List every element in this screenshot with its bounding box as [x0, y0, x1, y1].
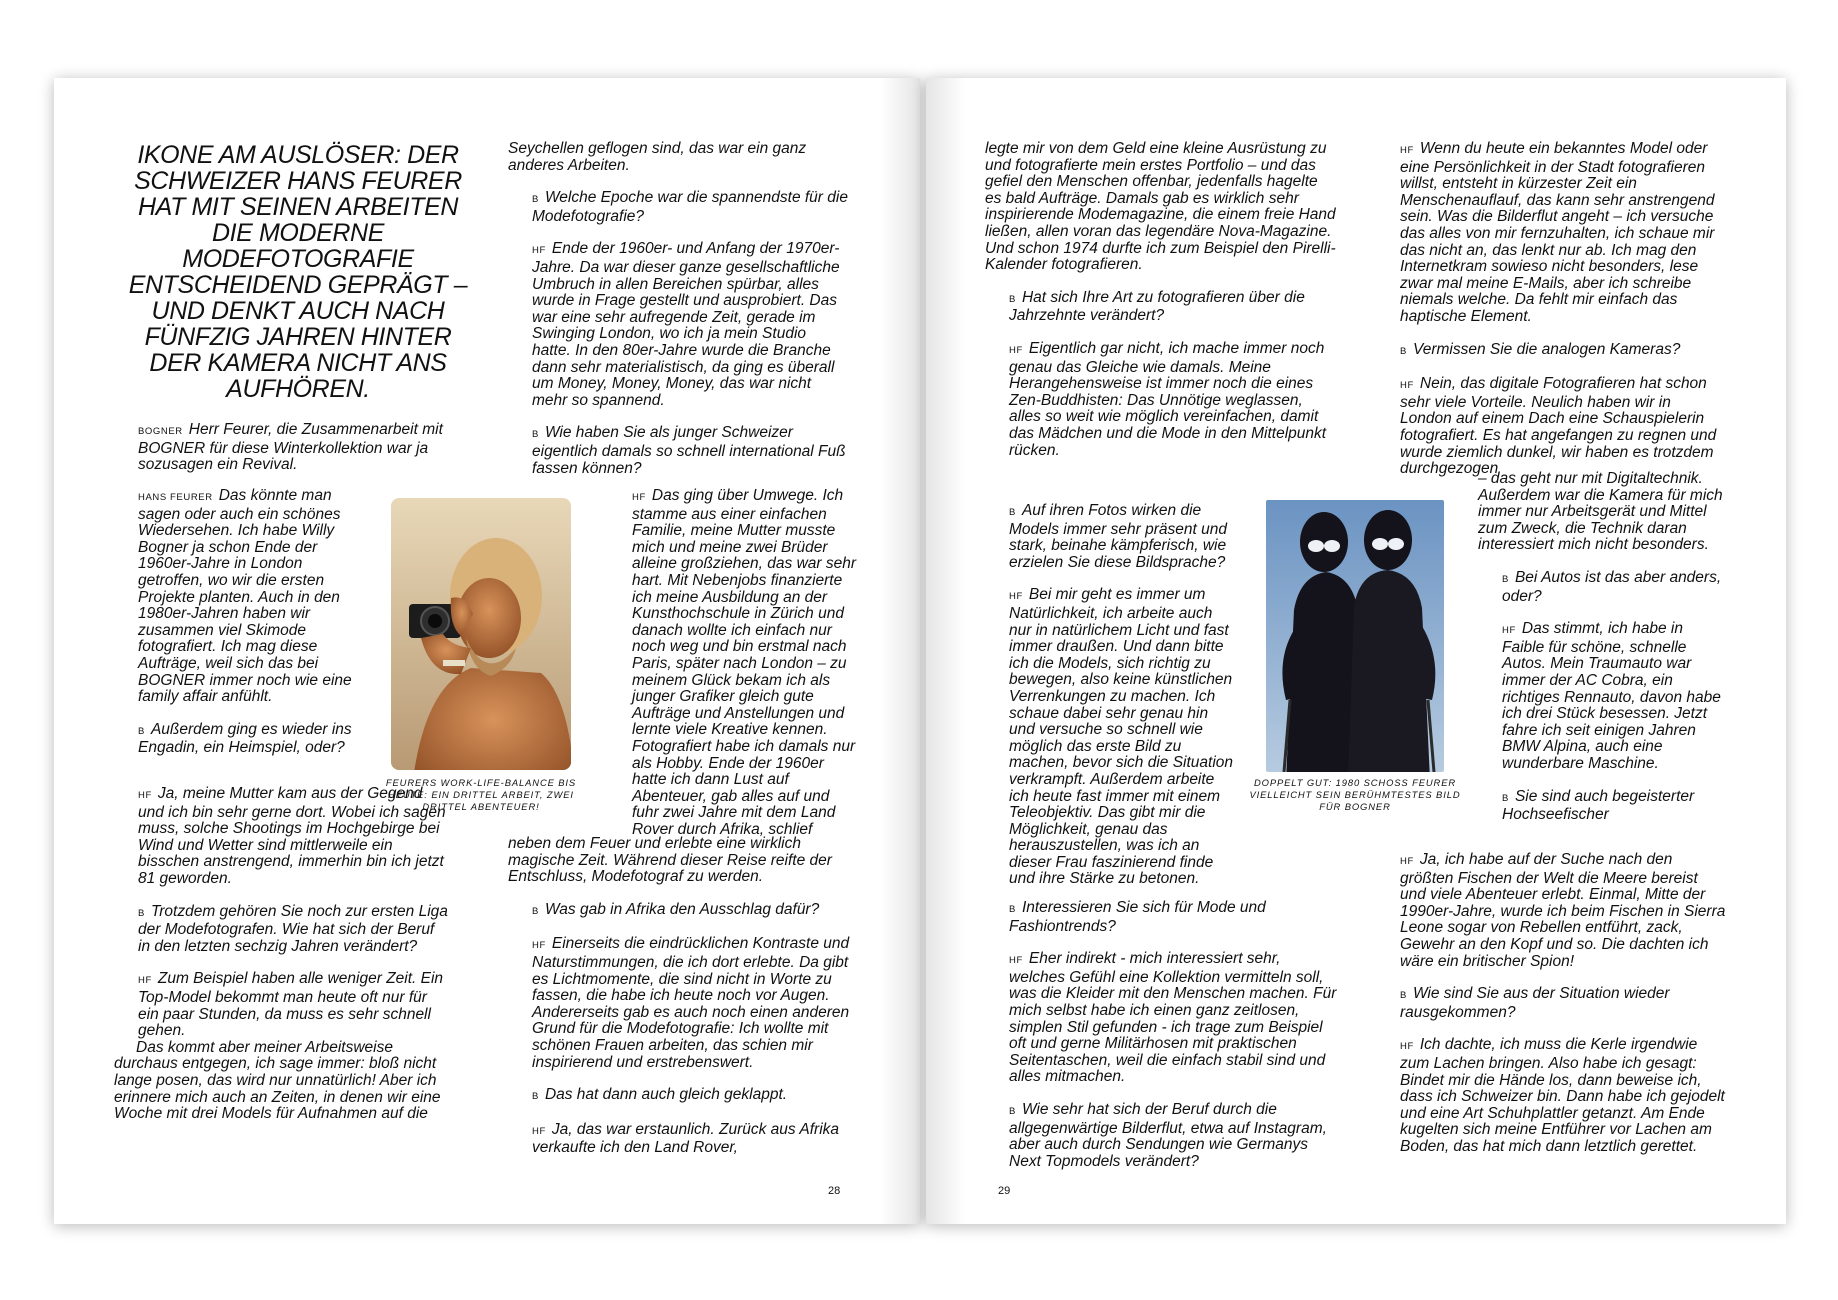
article-headline: IKONE AM AUSLÖSER: DER SCHWEIZER HANS FEURER HAT MIT SEINEN ARBEITEN DIE MODERNE MODEFOTOGRAFIE ENTSCHEIDEND GEPRÄGT – UND DENKT AUCH NACH FÜNFZIG JAHREN HINTER DER KAMERA NICHT ANS AUFHÖREN.	[128, 141, 468, 403]
question-11: B Wie sehr hat sich der Beruf durch die allgegenwärtige Bilderflut, etwa auf Instagram, aber auch durch Sendungen wie Germanys Next Topmodels verändert?	[1009, 1100, 1327, 1170]
question-9: B Auf ihren Fotos wirken die Models immer sehr präsent und stark, beinahe kämpferisch, wie erzielen Sie diese Bildsprache?	[1009, 502, 1227, 571]
answer-5: HF Das ging über Umwege. Ich stamme aus einer einfachen Familie, meine Mutter musste mich und meine zwei Brüder alleine großziehen, das war sehr hart. Mit Nebenjobs finanzierte ich meine Ausbildung an der Kunsthochschule in Zürich und danach wollte ich einfach nur noch weg und bin erstmal nach Paris, später nach London – zu meinem Glück bekam ich als junger Grafiker gleich gute Aufträge und Anstellungen und lernte viele Kreative kennen. Fotografiert habe ich damals nur als Hobby. Ende der 1960er hatte ich dann Lust auf Abenteuer, gab alles auf und fuhr zwei Jahre mit dem Land Rover durch Afrika, schlief	[632, 487, 857, 838]
speaker-label: HF	[1400, 856, 1414, 867]
question-1: BOGNER Herr Feurer, die Zusammenarbeit mit BOGNER für diese Winterkollektion war ja sozusagen ein Revival.	[138, 421, 443, 474]
speaker-label: B	[532, 194, 539, 206]
speaker-label: B	[1400, 990, 1407, 1002]
photo-models	[1266, 500, 1444, 772]
column-3-wrap	[985, 503, 1237, 888]
question-4: B Welche Epoche war die spannendste für die Modefotografie?	[532, 189, 848, 225]
question-7: B Das hat dann auch gleich geklappt.	[532, 1086, 788, 1104]
speaker-label: BOGNER	[138, 426, 183, 437]
photo1-caption: FEURERS WORK-LIFE-BALANCE BIS HEUTE: EIN DRITTEL ARBEIT, ZWEI DRITTEL ABENTEUER!	[385, 777, 577, 812]
photo2-caption: DOPPELT GUT: 1980 SCHOSS FEURER VIELLEICHT SEIN BERÜHMTESTES BILD FÜR BOGNER	[1249, 777, 1461, 812]
speaker-label: HF	[632, 492, 646, 503]
speaker-label: B	[1400, 345, 1407, 357]
answer-10: HF Eher indirekt - mich interessiert sehr, welches Gefühl eine Kollektion vermitteln soll, was die Kleider mit den Menschen machen. Für mich selbst habe ich einen ganz zeitlosen, simplen Stil gefunden - ich trage zum Beispiel oft und gerne Militärhosen mit praktischen Seitentaschen, weil die einfach stabil sind und alles mitmachen.	[1009, 950, 1337, 1086]
speaker-label: B	[138, 907, 145, 919]
speaker-label: B	[1009, 904, 1016, 915]
speaker-label: HF	[1400, 380, 1414, 392]
answer-15: HF Ich dachte, ich muss die Kerle irgendwie zum Lachen bringen. Also habe ich gesagt: Bindet mir die Hände los, dann beweise ich, dass ich Schweizer bin. Dann habe ich gejodelt und eine Art Schuhplattler getanzt. Am Ende kugelten sich meine Entführer vor Lachen am Boden, das hat mich dann letztlich gerettet.	[1400, 1036, 1725, 1155]
column-3	[985, 141, 1337, 459]
speaker-label: B	[532, 429, 539, 441]
speaker-label: HF	[1502, 625, 1516, 637]
photographer-image	[391, 498, 571, 770]
speaker-label: B	[1009, 1105, 1016, 1117]
continuation: Seychellen geflogen sind, das war ein ganz anderes Arbeiten.	[508, 140, 807, 174]
column-2	[508, 141, 848, 477]
question-3: B Trotzdem gehören Sie noch zur ersten Liga der Modefotografen. Wie hat sich der Beruf in den letzten sechzig Jahren verändert?	[138, 902, 448, 955]
models-image	[1266, 500, 1444, 772]
speaker-label: B	[1009, 507, 1016, 518]
answer-7: HF Ja, das war erstaunlich. Zurück aus Afrika verkaufte ich den Land Rover,	[532, 1120, 840, 1157]
column-2-wrap	[608, 488, 858, 838]
speaker-label: HF	[138, 790, 152, 801]
question-14: B Sie sind auch begeisterter Hochseefischer	[1502, 787, 1695, 824]
speaker-label: HF	[1009, 955, 1023, 967]
speaker-label: HF	[138, 975, 152, 987]
question-6: B Was gab in Afrika den Ausschlag dafür?	[532, 900, 820, 918]
speaker-label: HF	[532, 940, 546, 952]
column-4	[1376, 141, 1726, 478]
speaker-label: HF	[1009, 591, 1023, 603]
answer-13: HF Das stimmt, ich habe in Faible für schöne, schnelle Autos. Mein Traumauto war immer der AC Cobra, ein richtiges Rennauto, davon habe ich drei Stück besessen. Jetzt fahre ich seit einigen Jahren BMW Alpina, auch eine wunderbare Maschine.	[1502, 620, 1721, 772]
answer-2: HF Ja, meine Mutter kam aus der Gegend und ich bin sehr gerne dort. Wobei ich sagen muss, solche Shootings im Hochgebirge bei Wind und Wetter sind mittlerweile ein bisschen anstrengend, immerhin bin ich jetzt 81 geworden.	[138, 785, 446, 887]
page-gutter-shadow	[926, 78, 966, 1224]
answer-5-continued: neben dem Feuer und erlebte eine wirklich magische Zeit. Während dieser Reise reifte der Entschluss, Modefotograf zu werden.	[508, 835, 832, 886]
answer-12: HF Nein, das digitale Fotografieren hat schon sehr viele Vorteile. Neulich haben wir in London auf einem Dach eine Schauspielerin fotografiert. Es hat angefangen zu regnen und wurde ziemlich dunkel, wir haben es trotzdem durchgezogen	[1400, 375, 1717, 478]
page-gutter-shadow	[880, 78, 920, 1224]
page-number-right: 29	[998, 1185, 1011, 1197]
speaker-label: B	[532, 1091, 539, 1103]
question-13: B Bei Autos ist das aber anders, oder?	[1502, 568, 1722, 605]
question-10: B Interessieren Sie sich für Mode und Fashiontrends?	[1009, 899, 1266, 935]
speaker-label: HF	[1009, 344, 1023, 356]
column-1	[114, 422, 446, 474]
answer-9: HF Bei mir geht es immer um Natürlichkeit, ich arbeite auch nur in natürlichem Licht und fast immer draußen. Und dann bitte ich die Models, sich richtig zu bewegen, also keine künstlichen Verrenkungen zu machen. Ich schaue dabei sehr genau hin und versuche so schnell wie möglich das erste Bild zu machen, bevor sich die Situation verkrampft. Außerdem arbeite ich heute fast immer mit einem Teleobjektiv. Das gibt mir die Möglichkeit, genau das herauszustellen, was ich an dieser Frau faszinierend finde und ihre Stärke zu betonen.	[1009, 586, 1234, 888]
speaker-label: HF	[532, 245, 546, 257]
answer-6: HF Einerseits die eindrücklichen Kontraste und Naturstimmungen, die ich dort erlebte. Da gibt es Lichtmomente, die sind nicht in Worte zu fassen, die habe ich heute noch vor Augen. Andererseits gab es auch noch einen anderen Grund für die Modefotografie: Ich wollte mit schönen Frauen arbeiten, das schien mir inspirierend und erstrebenswert.	[532, 935, 850, 1071]
speaker-label: B	[1009, 293, 1016, 305]
column-4-wrap	[1478, 471, 1726, 824]
column-1-wrap	[114, 488, 354, 757]
speaker-label: B	[1502, 573, 1509, 585]
answer-14: HF Ja, ich habe auf der Suche nach den größten Fischen der Welt die Meere bereist und viele Abenteuer erlebt. Einmal, Mitte der 1990er-Jahre, wurde ich beim Fischen in Sierra Leone sogar von Rebellen entführt, zack, Gewehr an den Kopf und so. Die dachten ich wäre ein britischer Spion!	[1400, 851, 1726, 970]
answer-12-continued: – das geht nur mit Digitaltechnik. Außerdem war die Kamera für mich immer nur Arbeitsgerät und Mittel zum Zweck, die Technik daran interessiert mich nicht besonders.	[1478, 470, 1723, 554]
speaker-label: B	[138, 725, 145, 737]
question-2: B Außerdem ging es wieder ins Engadin, ein Heimspiel, oder?	[138, 720, 352, 757]
speaker-label: HF	[532, 1125, 546, 1137]
answer-4: HF Ende der 1960er- und Anfang der 1970er-Jahre. Da war dieser ganze gesellschaftliche Umbruch in allen Bereichen spürbar, alles wurde in Frage gestellt und ausprobiert. Das war eine sehr aufregende Zeit, gerade im Swinging London, wo ich ja mein Studio hatte. In den 80er-Jahre wurde die Branche dann sehr materialistisch, da ging es überall um Money, Money, Money, das war nicht mehr so spannend.	[532, 240, 840, 409]
question-15: B Wie sind Sie aus der Situation wieder rausgekommen?	[1400, 985, 1670, 1021]
answer-3: HF Zum Beispiel haben alle weniger Zeit. Ein Top-Model bekommt man heute oft nur für ein paar Stunden, da muss es sehr schnell gehen.	[138, 970, 444, 1040]
speaker-label: B	[532, 905, 539, 917]
photo-photographer	[391, 498, 571, 770]
question-12: B Vermissen Sie die analogen Kameras?	[1400, 340, 1681, 358]
column-2-lower	[508, 836, 858, 1157]
question-5: B Wie haben Sie als junger Schweizer eigentlich damals so schnell international Fuß fassen können?	[532, 424, 846, 477]
answer-1: HANS FEURER Das könnte man sagen oder auch ein schönes Wiedersehen. Ich habe Willy Bogner ja schon Ende der 1960er-Jahre in London getroffen, wo wir die ersten Projekte planten. Auch in den 1980er-Jahren haben wir zusammen viel Skimode fotografiert. Ich mag diese Aufträge, weil sich das bei BOGNER immer noch wie eine family affair anfühlt.	[138, 487, 352, 706]
continuation: legte mir von dem Geld eine kleine Ausrüstung zu und fotografierte mein erstes Portfolio – und das gefiel den Menschen offenbar, jedenfalls hagelte es bald Aufträge. Damals gab es wirklich sehr inspirierende Modemagazine, die einem freie Hand ließen, allen voran das legendäre Nova-Magazine. Und schon 1974 durfte ich zum Beispiel den Pirelli-Kalender fotografieren.	[985, 140, 1336, 274]
answer-11: HF Wenn du heute ein bekanntes Model oder eine Persönlichkeit in der Stadt fotografieren willst, entsteht in kürzester Zeit ein Menschenauflauf, das kann sehr anstrengend sein. Was die Bilderflut angeht – ich versuche das alles von mir fernzuhalten, ich schaue mir das nicht an, das lenkt nur ab. Ich mag den Internetkram sowieso nicht besonders, lese zwar mal meine E-Mails, aber ich schreibe niemals welche. Da fehlt mir einfach das haptische Element.	[1400, 140, 1715, 325]
column-4-lower	[1376, 852, 1726, 1156]
answer-3-continued: Das kommt aber meiner Arbeitsweise durchaus entgegen, ich sage immer: bloß nicht lange posen, das wird nur unnatürlich! Aber ich erinnere mich auch an Zeiten, in denen wir eine Woche mit drei Models für Aufnahmen auf die	[114, 1038, 441, 1123]
answer-8: HF Eigentlich gar nicht, ich mache immer noch genau das Gleiche wie damals. Meine Herangehensweise ist immer noch die eines Zen-Buddhisten: Das Unnötige weglassen, alles so weit wie möglich vereinfachen, damit das Mädchen und die Mode in den Mittelpunkt rücken.	[1009, 339, 1327, 459]
page-number-left: 28	[828, 1185, 841, 1197]
question-8: B Hat sich Ihre Art zu fotografieren über die Jahrzehnte verändert?	[1009, 288, 1305, 325]
speaker-label: B	[1502, 792, 1509, 804]
speaker-label: HF	[1400, 1041, 1414, 1053]
speaker-label: HF	[1400, 145, 1414, 156]
column-3-lower	[985, 900, 1337, 1170]
column-1-lower	[114, 786, 450, 1123]
speaker-label: HANS FEURER	[138, 492, 213, 503]
